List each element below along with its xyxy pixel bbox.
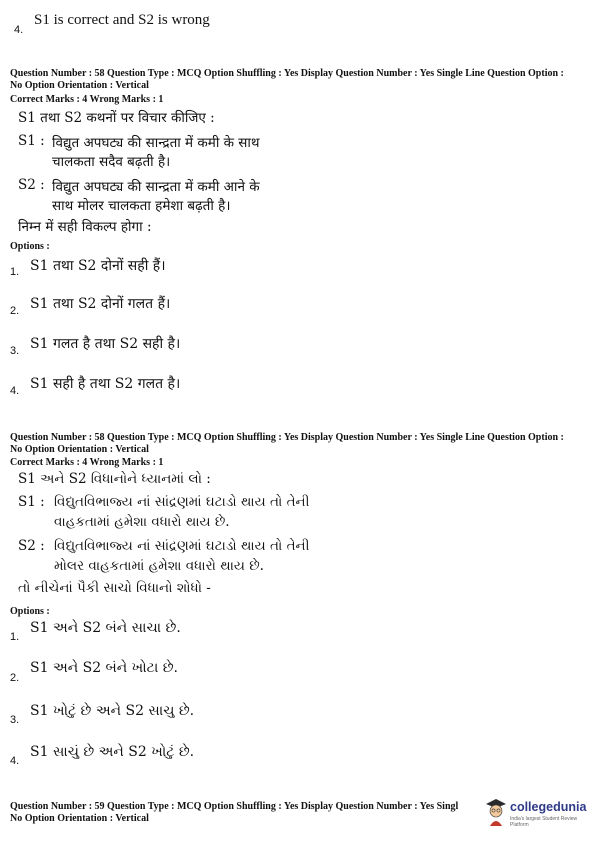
statement-s2-line2: साथ मोलर चालकता हमेशा बढ़ती है।	[52, 198, 231, 214]
question-meta-cont: No Option Orientation : Vertical	[10, 813, 149, 824]
statement-s1-line2: વાહકતામાં હમેશા વધારો થાય છે.	[54, 514, 230, 530]
option-text: S1 અને S2 બંને સાચા છે.	[30, 620, 181, 636]
option-text: S1 तथा S2 दोनों सही हैं।	[30, 258, 166, 274]
question-ask: તો નીચેનાં પૈકી સાચો વિધાનો શોધો -	[18, 580, 211, 596]
statement-s1-line1: વિદ્યુતવિભાજ્ય નાં સાંદ્રણમાં ઘટાડો થાય તો તેની	[54, 494, 310, 510]
option-number: 3.	[10, 714, 20, 726]
option-number: 1.	[10, 266, 20, 278]
statement-s2-label: S2 :	[18, 177, 45, 193]
collegedunia-logo	[484, 796, 592, 832]
option-number: 2.	[10, 672, 20, 684]
option-text: S1 ખોટું છે અને S2 સાચુ છે.	[30, 703, 195, 719]
question-meta: Question Number : 58 Question Type : MCQ Option Shuffling : Yes Display Question Number : Yes Single Line Question Option :	[10, 432, 564, 443]
marks-line: Correct Marks : 4 Wrong Marks : 1	[10, 457, 164, 468]
marks-line: Correct Marks : 4 Wrong Marks : 1	[10, 94, 164, 105]
option-number: 4.	[10, 385, 20, 397]
logo-name: collegedunia	[510, 800, 587, 814]
question-meta-cont: No Option Orientation : Vertical	[10, 444, 149, 455]
question-meta: Question Number : 58 Question Type : MCQ Option Shuffling : Yes Display Question Number : Yes Single Line Question Option :	[10, 68, 564, 79]
option-text: S1 અને S2 બંને ખોટા છે.	[30, 660, 178, 676]
statement-s2-line2: મોલર વાહકતામાં હમેશા વધારો થાય છે.	[54, 558, 264, 574]
statement-s1-label: S1 :	[18, 133, 45, 149]
options-label: Options :	[10, 606, 50, 617]
logo-tagline: India's largest Student Review Platform	[510, 816, 578, 828]
option-number: 4.	[14, 24, 24, 36]
statement-s2-line1: विद्युत अपघट्य की सान्द्रता में कमी आने के	[52, 179, 260, 195]
statement-s1-line2: चालकता सदैव बढ़ती है।	[52, 154, 171, 170]
statement-s2-label: S2 :	[18, 538, 45, 554]
student-mascot-icon	[484, 796, 508, 828]
question-intro: S1 અને S2 વિધાનોને ધ્યાનમાં લો :	[18, 471, 211, 487]
option-text: S1 सही है तथा S2 गलत है।	[30, 376, 181, 392]
option-number: 4.	[10, 755, 20, 767]
statement-s1-label: S1 :	[18, 494, 45, 510]
question-meta-cont: No Option Orientation : Vertical	[10, 80, 149, 91]
statement-s1-line1: विद्युत अपघट्य की सान्द्रता में कमी के साथ	[52, 135, 260, 151]
option-text: S1 સાચું છે અને S2 ખોટું છે.	[30, 744, 195, 760]
statement-s2-line1: વિદ્યુતવિભાજ્ય નાં સાંદ્રણમાં ઘટાડો થાય તો તેની	[54, 538, 310, 554]
question-intro: S1 तथा S2 कथनों पर विचार कीजिए :	[18, 110, 215, 126]
option-text: S1 is correct and S2 is wrong	[34, 12, 210, 28]
option-number: 3.	[10, 345, 20, 357]
option-text: S1 गलत है तथा S2 सही है।	[30, 336, 181, 352]
options-label: Options :	[10, 241, 50, 252]
option-text: S1 तथा S2 दोनों गलत हैं।	[30, 296, 171, 312]
question-meta: Question Number : 59 Question Type : MCQ Option Shuffling : Yes Display Question Number : Yes Singl	[10, 801, 459, 812]
option-number: 1.	[10, 631, 20, 643]
question-ask: निम्न में सही विकल्प होगा :	[18, 219, 152, 235]
option-number: 2.	[10, 305, 20, 317]
